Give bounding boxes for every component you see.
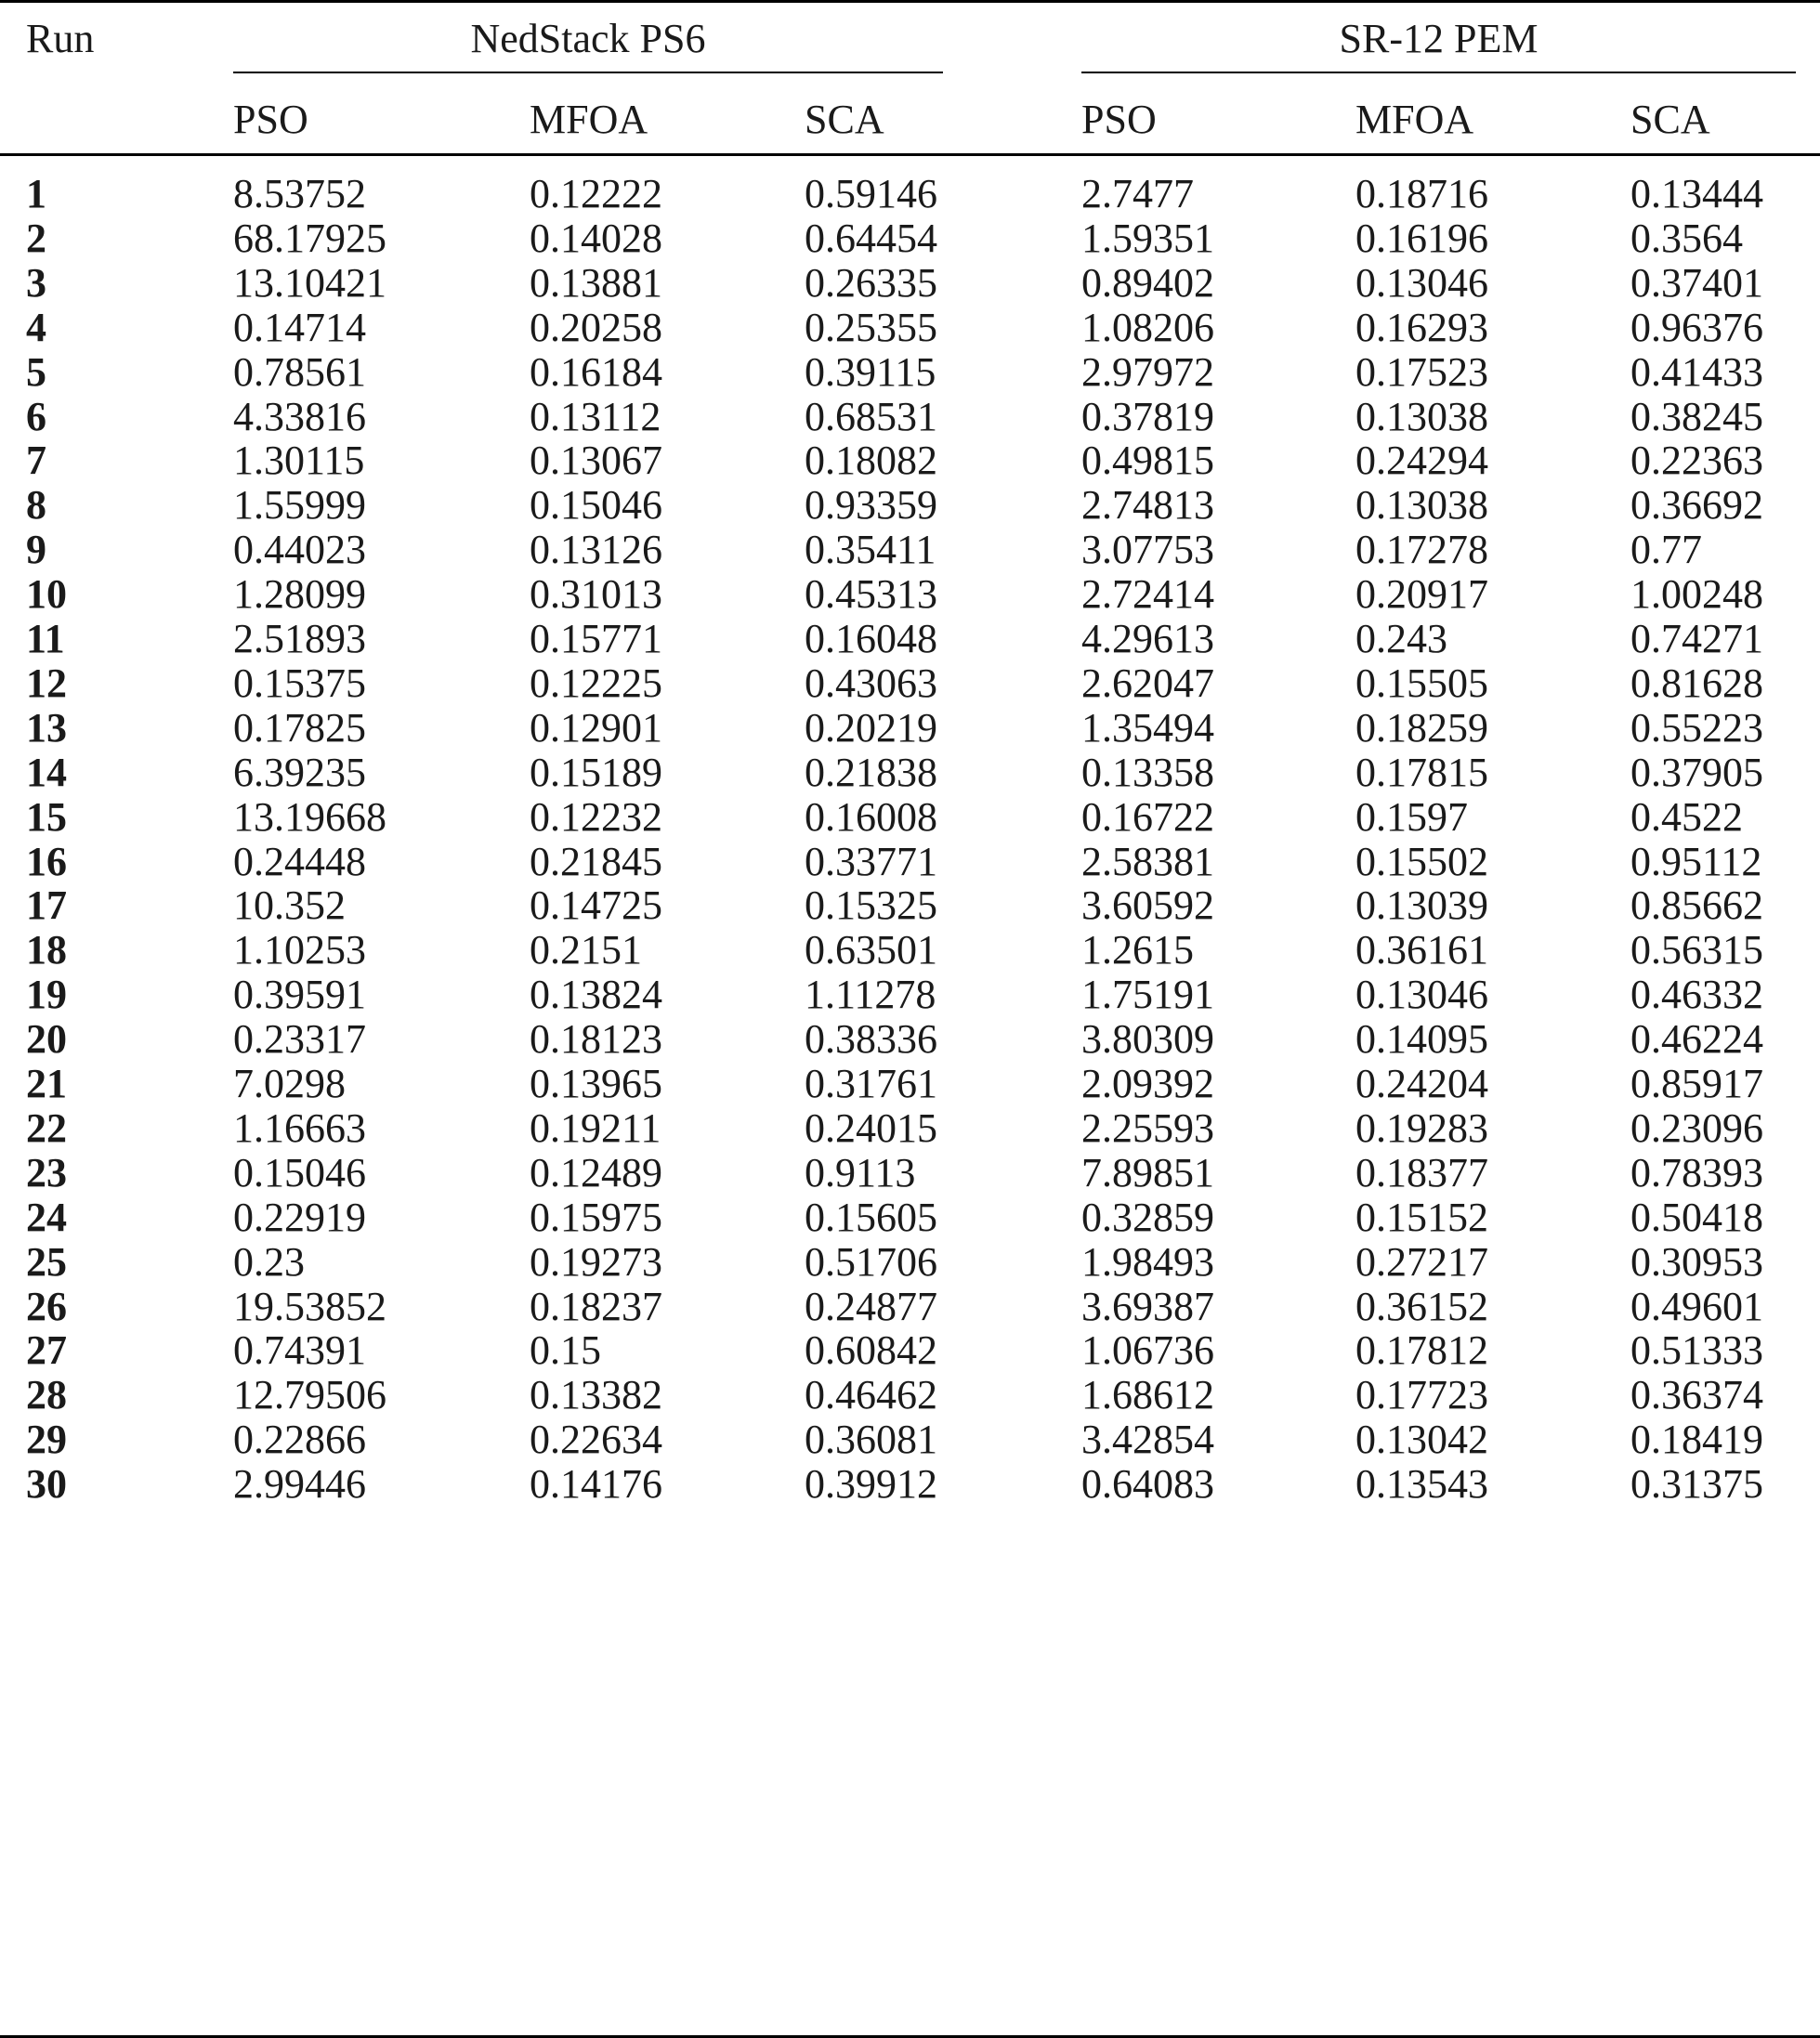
value-cell-sca-nedstack: 0.35411 — [805, 527, 936, 573]
value-cell-sca-sr12: 0.74271 — [1630, 616, 1763, 661]
value-cell-pso-nedstack: 2.51893 — [233, 616, 366, 661]
group-header-nedstack: NedStack PS6 — [470, 16, 706, 61]
value-cell-mfoa-sr12: 0.17812 — [1355, 1327, 1488, 1374]
run-number-cell: 10 — [26, 571, 67, 618]
value-cell-mfoa-nedstack: 0.20258 — [530, 304, 662, 350]
run-number-cell: 16 — [26, 838, 67, 884]
value-cell-sca-nedstack: 0.24015 — [805, 1104, 937, 1151]
group-rule-sr12 — [1081, 72, 1796, 73]
value-cell-mfoa-nedstack: 0.31013 — [530, 571, 662, 618]
value-cell-sca-nedstack: 0.68531 — [805, 393, 937, 439]
run-number-cell: 30 — [26, 1461, 67, 1508]
value-cell-sca-nedstack: 0.18082 — [805, 438, 937, 484]
run-number-cell: 24 — [26, 1194, 67, 1240]
value-cell-sca-nedstack: 0.43063 — [805, 660, 937, 706]
value-cell-mfoa-nedstack: 0.12222 — [530, 171, 662, 216]
value-cell-pso-nedstack: 19.53852 — [233, 1283, 386, 1329]
value-cell-sca-nedstack: 0.64454 — [805, 215, 937, 261]
value-cell-sca-sr12: 0.96376 — [1630, 304, 1763, 350]
run-number-cell: 5 — [26, 348, 46, 395]
value-cell-sca-sr12: 0.36692 — [1630, 482, 1763, 529]
value-cell-mfoa-nedstack: 0.19273 — [530, 1238, 662, 1285]
value-cell-pso-nedstack: 0.22919 — [233, 1194, 366, 1240]
value-cell-pso-nedstack: 1.55999 — [233, 482, 366, 529]
value-cell-pso-nedstack: 13.10421 — [233, 259, 386, 306]
value-cell-sca-sr12: 0.31375 — [1630, 1461, 1763, 1508]
value-cell-pso-nedstack: 8.53752 — [233, 171, 366, 216]
value-cell-mfoa-nedstack: 0.22634 — [530, 1417, 662, 1463]
value-cell-pso-sr12: 0.13358 — [1081, 749, 1214, 795]
value-cell-pso-sr12: 1.2615 — [1081, 927, 1194, 973]
value-cell-pso-nedstack: 0.24448 — [233, 838, 366, 884]
value-cell-sca-nedstack: 0.16048 — [805, 616, 937, 661]
value-cell-sca-sr12: 0.46224 — [1630, 1016, 1763, 1063]
run-number-cell: 23 — [26, 1149, 67, 1195]
value-cell-mfoa-nedstack: 0.13067 — [530, 438, 662, 484]
run-number-cell: 1 — [26, 171, 46, 216]
value-cell-mfoa-sr12: 0.17815 — [1355, 749, 1488, 795]
value-cell-mfoa-nedstack: 0.18123 — [530, 1016, 662, 1063]
value-cell-mfoa-nedstack: 0.13112 — [530, 393, 661, 439]
value-cell-sca-nedstack: 0.15605 — [805, 1194, 937, 1240]
value-cell-mfoa-nedstack: 0.2151 — [530, 927, 642, 973]
value-cell-sca-sr12: 0.50418 — [1630, 1194, 1763, 1240]
value-cell-mfoa-nedstack: 0.15 — [530, 1327, 601, 1374]
value-cell-mfoa-nedstack: 0.15046 — [530, 482, 662, 529]
value-cell-mfoa-sr12: 0.13046 — [1355, 972, 1488, 1018]
value-cell-pso-sr12: 2.25593 — [1081, 1104, 1214, 1151]
value-cell-mfoa-nedstack: 0.12489 — [530, 1149, 662, 1195]
value-cell-mfoa-sr12: 0.15505 — [1355, 660, 1488, 706]
value-cell-sca-nedstack: 0.21838 — [805, 749, 937, 795]
value-cell-mfoa-sr12: 0.17523 — [1355, 348, 1488, 395]
value-cell-pso-nedstack: 0.17825 — [233, 704, 366, 751]
run-number-cell: 21 — [26, 1061, 67, 1106]
value-cell-mfoa-sr12: 0.1597 — [1355, 793, 1468, 840]
value-cell-mfoa-sr12: 0.36152 — [1355, 1283, 1488, 1329]
run-number-cell: 2 — [26, 215, 46, 261]
run-number-cell: 15 — [26, 793, 67, 840]
value-cell-mfoa-nedstack: 0.14725 — [530, 882, 662, 929]
value-cell-mfoa-sr12: 0.17278 — [1355, 527, 1488, 573]
value-cell-pso-sr12: 2.58381 — [1081, 838, 1214, 884]
value-cell-pso-sr12: 2.72414 — [1081, 571, 1214, 618]
value-cell-sca-nedstack: 0.33771 — [805, 838, 937, 884]
value-cell-mfoa-nedstack: 0.13965 — [530, 1061, 662, 1106]
value-cell-mfoa-nedstack: 0.13382 — [530, 1372, 662, 1418]
value-cell-mfoa-sr12: 0.13039 — [1355, 882, 1488, 929]
value-cell-pso-nedstack: 0.23317 — [233, 1016, 366, 1063]
run-number-cell: 7 — [26, 438, 46, 484]
header-rule — [0, 153, 1820, 156]
column-header-mfoa-sr12: MFOA — [1355, 97, 1474, 142]
run-number-cell: 6 — [26, 393, 46, 439]
run-number-cell: 25 — [26, 1238, 67, 1285]
value-cell-sca-sr12: 0.18419 — [1630, 1417, 1763, 1463]
value-cell-pso-nedstack: 0.22866 — [233, 1417, 366, 1463]
value-cell-sca-nedstack: 1.11278 — [805, 972, 936, 1018]
table-top-rule — [0, 0, 1820, 3]
value-cell-pso-sr12: 0.64083 — [1081, 1461, 1214, 1508]
value-cell-sca-sr12: 0.46332 — [1630, 972, 1763, 1018]
value-cell-sca-sr12: 1.00248 — [1630, 571, 1763, 618]
value-cell-mfoa-sr12: 0.13543 — [1355, 1461, 1488, 1508]
value-cell-mfoa-nedstack: 0.15771 — [530, 616, 662, 661]
value-cell-mfoa-nedstack: 0.13824 — [530, 972, 662, 1018]
value-cell-pso-sr12: 0.49815 — [1081, 438, 1214, 484]
run-number-cell: 26 — [26, 1283, 67, 1329]
value-cell-sca-nedstack: 0.63501 — [805, 927, 937, 973]
run-number-cell: 8 — [26, 482, 46, 529]
value-cell-pso-nedstack: 0.15375 — [233, 660, 366, 706]
value-cell-mfoa-sr12: 0.24294 — [1355, 438, 1488, 484]
value-cell-pso-sr12: 0.37819 — [1081, 393, 1214, 439]
value-cell-sca-nedstack: 0.59146 — [805, 171, 937, 216]
value-cell-mfoa-sr12: 0.243 — [1355, 616, 1447, 661]
run-number-cell: 12 — [26, 660, 67, 706]
value-cell-sca-nedstack: 0.60842 — [805, 1327, 937, 1374]
value-cell-sca-sr12: 0.3564 — [1630, 215, 1743, 261]
value-cell-sca-nedstack: 0.15325 — [805, 882, 937, 929]
value-cell-sca-nedstack: 0.51706 — [805, 1238, 937, 1285]
run-number-cell: 28 — [26, 1372, 67, 1418]
value-cell-sca-nedstack: 0.31761 — [805, 1061, 937, 1106]
value-cell-mfoa-sr12: 0.13038 — [1355, 482, 1488, 529]
run-number-cell: 22 — [26, 1104, 67, 1151]
value-cell-sca-nedstack: 0.38336 — [805, 1016, 937, 1063]
value-cell-sca-nedstack: 0.45313 — [805, 571, 937, 618]
run-number-cell: 3 — [26, 259, 46, 306]
value-cell-pso-sr12: 1.35494 — [1081, 704, 1214, 751]
value-cell-pso-sr12: 0.89402 — [1081, 259, 1214, 306]
value-cell-pso-nedstack: 12.79506 — [233, 1372, 386, 1418]
run-number-cell: 27 — [26, 1327, 67, 1374]
value-cell-sca-sr12: 0.30953 — [1630, 1238, 1763, 1285]
value-cell-pso-sr12: 1.98493 — [1081, 1238, 1214, 1285]
value-cell-sca-sr12: 0.22363 — [1630, 438, 1763, 484]
value-cell-sca-sr12: 0.95112 — [1630, 838, 1762, 884]
value-cell-mfoa-nedstack: 0.14028 — [530, 215, 662, 261]
value-cell-sca-nedstack: 0.39912 — [805, 1461, 937, 1508]
value-cell-mfoa-nedstack: 0.15975 — [530, 1194, 662, 1240]
value-cell-mfoa-sr12: 0.15152 — [1355, 1194, 1488, 1240]
run-number-cell: 17 — [26, 882, 67, 929]
value-cell-sca-sr12: 0.77 — [1630, 527, 1702, 573]
value-cell-sca-sr12: 0.4522 — [1630, 793, 1743, 840]
value-cell-mfoa-nedstack: 0.13881 — [530, 259, 662, 306]
value-cell-sca-sr12: 0.37401 — [1630, 259, 1763, 306]
group-header-sr12: SR-12 PEM — [1339, 16, 1538, 61]
value-cell-mfoa-sr12: 0.17723 — [1355, 1372, 1488, 1418]
value-cell-pso-nedstack: 2.99446 — [233, 1461, 366, 1508]
value-cell-pso-nedstack: 0.23 — [233, 1238, 305, 1285]
value-cell-pso-sr12: 1.06736 — [1081, 1327, 1214, 1374]
run-number-cell: 13 — [26, 704, 67, 751]
run-column-header: Run — [26, 16, 95, 61]
value-cell-sca-sr12: 0.37905 — [1630, 749, 1763, 795]
value-cell-pso-sr12: 1.75191 — [1081, 972, 1214, 1018]
value-cell-pso-sr12: 1.08206 — [1081, 304, 1214, 350]
value-cell-pso-sr12: 4.29613 — [1081, 616, 1214, 661]
value-cell-sca-sr12: 0.85917 — [1630, 1061, 1763, 1106]
value-cell-sca-nedstack: 0.39115 — [805, 348, 936, 395]
value-cell-pso-nedstack: 0.39591 — [233, 972, 366, 1018]
value-cell-mfoa-sr12: 0.13038 — [1355, 393, 1488, 439]
value-cell-mfoa-sr12: 0.16293 — [1355, 304, 1488, 350]
value-cell-mfoa-sr12: 0.16196 — [1355, 215, 1488, 261]
value-cell-mfoa-sr12: 0.13042 — [1355, 1417, 1488, 1463]
table-row — [0, 1461, 1820, 1526]
value-cell-mfoa-sr12: 0.27217 — [1355, 1238, 1488, 1285]
value-cell-mfoa-nedstack: 0.12901 — [530, 704, 662, 751]
value-cell-pso-nedstack: 0.74391 — [233, 1327, 366, 1374]
value-cell-mfoa-nedstack: 0.21845 — [530, 838, 662, 884]
value-cell-sca-nedstack: 0.36081 — [805, 1417, 937, 1463]
value-cell-pso-sr12: 3.60592 — [1081, 882, 1214, 929]
value-cell-mfoa-sr12: 0.18259 — [1355, 704, 1488, 751]
value-cell-mfoa-sr12: 0.13046 — [1355, 259, 1488, 306]
run-number-cell: 20 — [26, 1016, 67, 1063]
value-cell-mfoa-sr12: 0.15502 — [1355, 838, 1488, 884]
value-cell-sca-sr12: 0.51333 — [1630, 1327, 1763, 1374]
run-number-cell: 11 — [26, 616, 65, 661]
value-cell-pso-sr12: 2.97972 — [1081, 348, 1214, 395]
value-cell-pso-sr12: 2.74813 — [1081, 482, 1214, 529]
value-cell-pso-nedstack: 1.28099 — [233, 571, 366, 618]
value-cell-pso-nedstack: 0.15046 — [233, 1149, 366, 1195]
value-cell-pso-sr12: 2.09392 — [1081, 1061, 1214, 1106]
value-cell-pso-nedstack: 1.10253 — [233, 927, 366, 973]
value-cell-pso-nedstack: 10.352 — [233, 882, 346, 929]
value-cell-mfoa-sr12: 0.18716 — [1355, 171, 1488, 216]
value-cell-sca-sr12: 0.38245 — [1630, 393, 1763, 439]
group-rule-nedstack — [233, 72, 943, 73]
value-cell-pso-sr12: 1.68612 — [1081, 1372, 1214, 1418]
value-cell-sca-sr12: 0.49601 — [1630, 1283, 1763, 1329]
column-header-pso-sr12: PSO — [1081, 97, 1157, 142]
value-cell-mfoa-sr12: 0.18377 — [1355, 1149, 1488, 1195]
run-number-cell: 14 — [26, 749, 67, 795]
value-cell-pso-sr12: 2.7477 — [1081, 171, 1194, 216]
value-cell-sca-sr12: 0.36374 — [1630, 1372, 1763, 1418]
column-header-mfoa-nedstack: MFOA — [530, 97, 648, 142]
value-cell-pso-sr12: 3.69387 — [1081, 1283, 1214, 1329]
column-header-pso-nedstack: PSO — [233, 97, 308, 142]
value-cell-sca-nedstack: 0.46462 — [805, 1372, 937, 1418]
value-cell-mfoa-nedstack: 0.19211 — [530, 1104, 661, 1151]
value-cell-sca-nedstack: 0.20219 — [805, 704, 937, 751]
value-cell-pso-nedstack: 4.33816 — [233, 393, 366, 439]
run-number-cell: 18 — [26, 927, 67, 973]
value-cell-mfoa-sr12: 0.36161 — [1355, 927, 1488, 973]
value-cell-pso-nedstack: 7.0298 — [233, 1061, 346, 1106]
value-cell-pso-nedstack: 0.78561 — [233, 348, 366, 395]
value-cell-sca-sr12: 0.78393 — [1630, 1149, 1763, 1195]
value-cell-pso-nedstack: 0.44023 — [233, 527, 366, 573]
run-number-cell: 19 — [26, 972, 67, 1018]
run-number-cell: 9 — [26, 527, 46, 573]
column-header-sca-nedstack: SCA — [805, 97, 884, 142]
value-cell-mfoa-nedstack: 0.13126 — [530, 527, 662, 573]
value-cell-pso-nedstack: 1.16663 — [233, 1104, 366, 1151]
value-cell-pso-sr12: 3.07753 — [1081, 527, 1214, 573]
value-cell-pso-sr12: 2.62047 — [1081, 660, 1214, 706]
value-cell-sca-sr12: 0.81628 — [1630, 660, 1763, 706]
value-cell-pso-nedstack: 1.30115 — [233, 438, 365, 484]
value-cell-mfoa-sr12: 0.20917 — [1355, 571, 1488, 618]
run-number-cell: 4 — [26, 304, 46, 350]
value-cell-sca-nedstack: 0.16008 — [805, 793, 937, 840]
value-cell-mfoa-sr12: 0.19283 — [1355, 1104, 1488, 1151]
value-cell-sca-sr12: 0.56315 — [1630, 927, 1763, 973]
value-cell-pso-sr12: 7.89851 — [1081, 1149, 1214, 1195]
value-cell-mfoa-sr12: 0.24204 — [1355, 1061, 1488, 1106]
value-cell-mfoa-nedstack: 0.12225 — [530, 660, 662, 706]
value-cell-pso-nedstack: 6.39235 — [233, 749, 366, 795]
value-cell-sca-sr12: 0.55223 — [1630, 704, 1763, 751]
value-cell-mfoa-nedstack: 0.14176 — [530, 1461, 662, 1508]
value-cell-sca-nedstack: 0.26335 — [805, 259, 937, 306]
value-cell-pso-sr12: 0.32859 — [1081, 1194, 1214, 1240]
value-cell-mfoa-nedstack: 0.16184 — [530, 348, 662, 395]
value-cell-sca-sr12: 0.41433 — [1630, 348, 1763, 395]
value-cell-sca-nedstack: 0.24877 — [805, 1283, 937, 1329]
value-cell-pso-sr12: 0.16722 — [1081, 793, 1214, 840]
value-cell-pso-sr12: 3.42854 — [1081, 1417, 1214, 1463]
value-cell-sca-sr12: 0.85662 — [1630, 882, 1763, 929]
value-cell-sca-sr12: 0.23096 — [1630, 1104, 1763, 1151]
value-cell-pso-nedstack: 68.17925 — [233, 215, 386, 261]
value-cell-sca-sr12: 0.13444 — [1630, 171, 1763, 216]
run-number-cell: 29 — [26, 1417, 67, 1463]
value-cell-mfoa-nedstack: 0.18237 — [530, 1283, 662, 1329]
value-cell-pso-sr12: 3.80309 — [1081, 1016, 1214, 1063]
value-cell-pso-sr12: 1.59351 — [1081, 215, 1214, 261]
value-cell-pso-nedstack: 13.19668 — [233, 793, 386, 840]
value-cell-mfoa-nedstack: 0.12232 — [530, 793, 662, 840]
value-cell-mfoa-nedstack: 0.15189 — [530, 749, 662, 795]
value-cell-pso-nedstack: 0.14714 — [233, 304, 366, 350]
value-cell-sca-nedstack: 0.25355 — [805, 304, 937, 350]
value-cell-mfoa-sr12: 0.14095 — [1355, 1016, 1488, 1063]
value-cell-sca-nedstack: 0.93359 — [805, 482, 937, 529]
column-header-sca-sr12: SCA — [1630, 97, 1710, 142]
value-cell-sca-nedstack: 0.9113 — [805, 1149, 916, 1195]
